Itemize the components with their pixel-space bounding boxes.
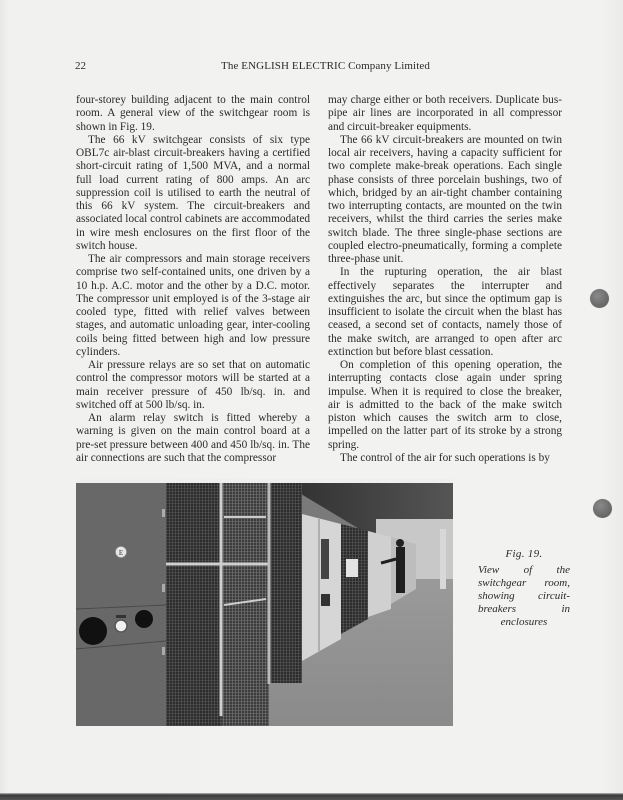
left-column [76,94,310,465]
mesh-enclosure [341,524,368,634]
punch-hole [593,499,612,518]
control-panel [368,531,391,617]
scan-bottom-edge [0,793,623,800]
switchgear-room-photo [76,479,453,726]
circuit-breaker-cabinet [76,483,166,726]
paragraph: On completion of this opening operation, the interrupting contacts close again under spring impulse. When it is required to close the breaker, air is admitted to the back of the make switch piston which causes the switch arm to close, impelled on the latter part of its stroke by a strong spring. [328,359,562,451]
running-title: The ENGLISH ELECTRIC Company Limited [221,60,430,72]
paragraph: four-storey building adjacent to the main control room. A general view of the switchgear room is shown in Fig. 19. [76,94,310,133]
paragraph: In the rupturing operation, the air blast effectively separates the interrupter and extinguishes the arc, but since the optimum gap is insufficient to isolate the circuit when the blast has ceased, a second set of contacts, namely those of the make switch, are arranged to open after arc extinction but before blast cessation. [328,266,562,358]
paragraph: Air pressure relays are so set that on automatic control the compressor motors will be started at a main receiver pressure of 450 lb/sq. in. and switched off at 500 lb/sq. in. [76,359,310,411]
mesh-enclosure [166,483,221,726]
cabinet-porthole [135,610,153,628]
badge-letter: E [118,549,124,557]
cabinet-porthole [79,617,107,645]
punch-hole [590,289,609,308]
page-number: 22 [75,60,86,72]
paragraph: The 66 kV circuit-breakers are mounted on twin local air receivers, having a capacity sufficient for two complete make-break operations. Each single phase consists of three porcelain bushings, two of which, bridged by an air-tight chamber containing two interrupting contacts, are mounted on the twin receivers, whilst the third carries the series make switch blade. The three single-phase sections are coupled electro-pneumatically, forming a complete three-phase unit. [328,133,562,265]
paragraph: may charge either or both receivers. Duplicate bus-pipe air lines are incorporated in all compressor and circuit-breaker equipments. [328,94,562,133]
pressure-gauge-icon [115,620,127,632]
figure-caption [478,548,570,629]
paragraph: The control of the air for such operations is by [340,451,550,464]
paragraph: An alarm relay switch is fitted whereby a warning is given on the main control board at a pre-set pressure between 400 and 450 lb/sq. in. The air connections are such that the compressor [76,412,310,464]
figure-caption-text: View of the switchgear room, showing circuit-breakers in enclosures [478,564,570,628]
mesh-enclosure [269,483,302,683]
running-head [0,60,623,72]
control-panel [302,514,341,661]
paragraph: The 66 kV switchgear consists of six type OBL7c air-blast circuit-breakers having a certified short-circuit rating of 1,500 MVA, and a normal full load current rating of 800 amps. An arc suppression coil is utilised to earth the neutral of this 66 kV system. The circuit-breakers and associated local control cabinets are accommodated in wire mesh enclosures on the first floor of the switch house. [76,133,310,252]
operator-figure [396,547,405,593]
paragraph: The air compressors and main storage receivers comprise two self-contained units, one driven by a 10 h.p. A.C. motor and the other by a D.C. motor. The compressor unit employed is of the 3-stage air cooled type, fitted with relief valves between stages, and automatic unloading gear, inter-cooling coils being fitted between high and low pressure cylinders. [76,253,310,358]
figure-label: Fig. 19. [505,548,543,560]
right-column [328,94,562,465]
